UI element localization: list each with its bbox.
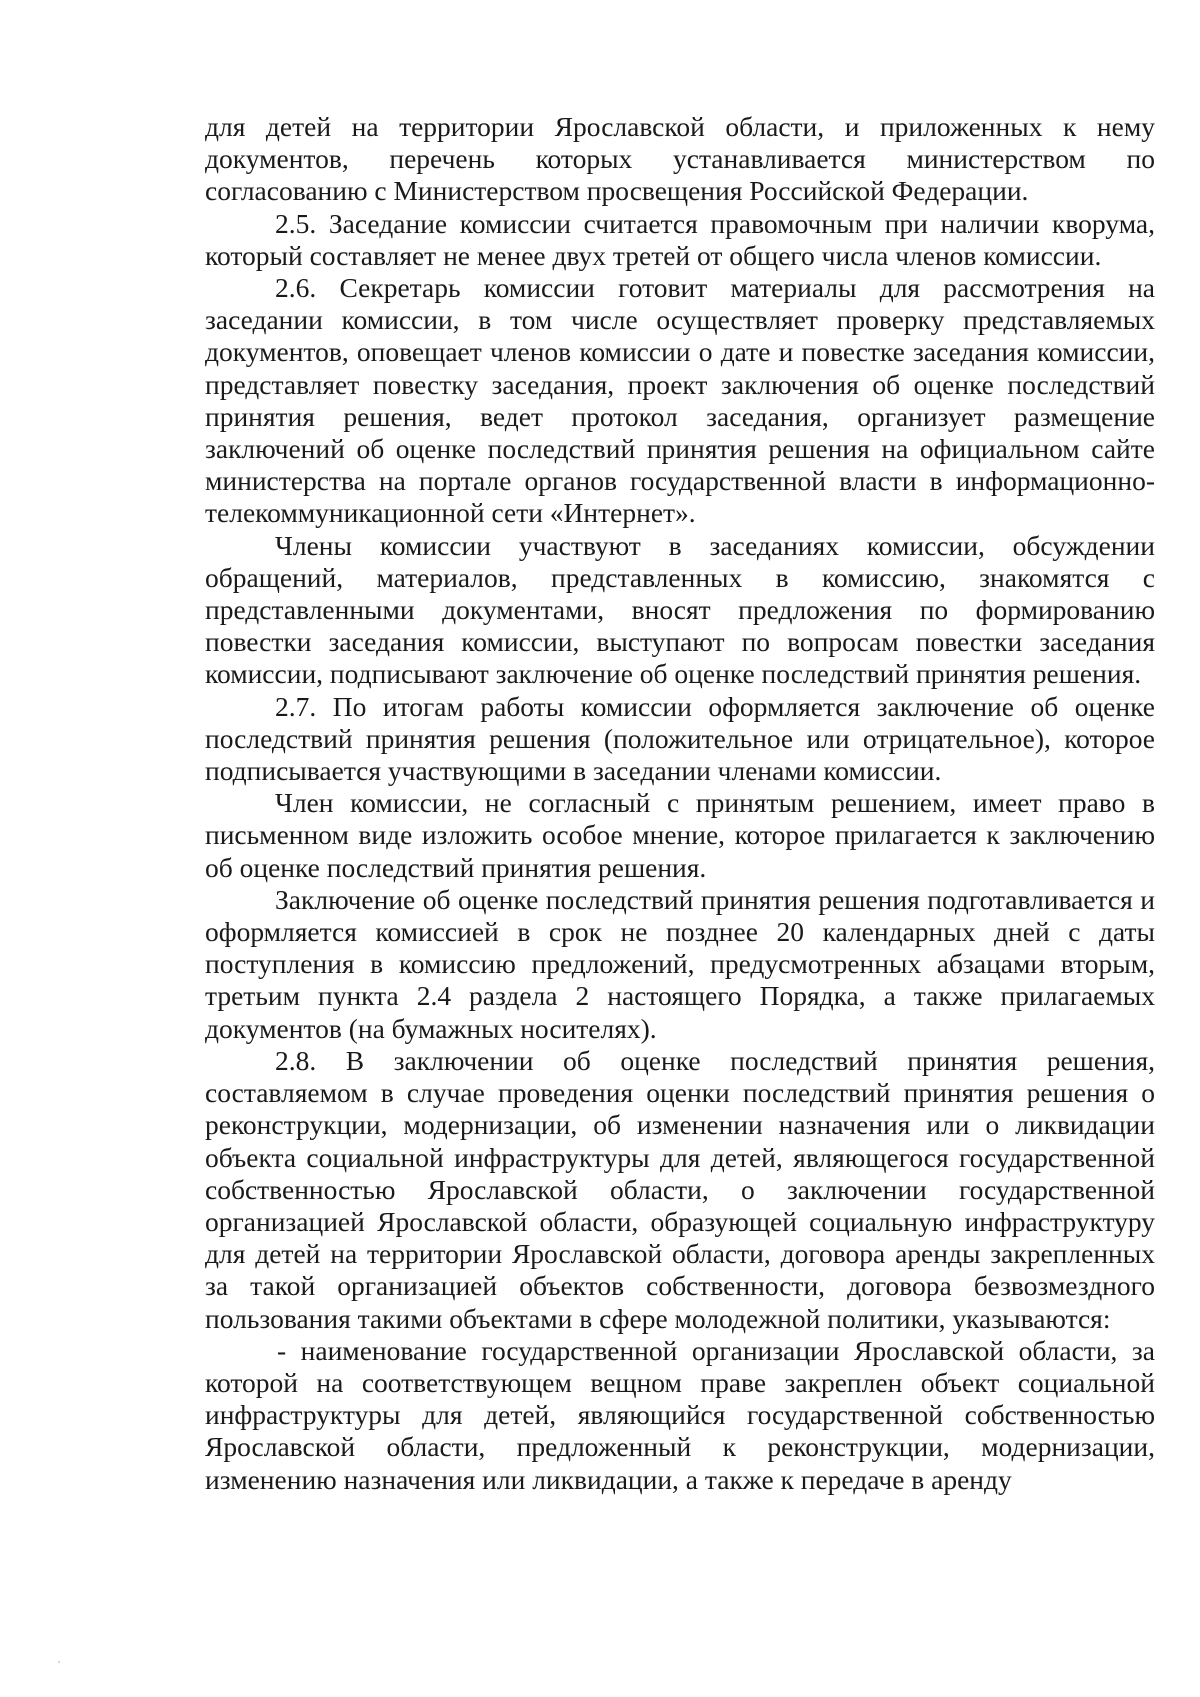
paragraph-2-8-contents: 2.8. В заключении об оценке последствий принятия решения, составляемом в случае проведения оценки последствий принятия решения о реконструкции, модернизации, об изменении назначения или о ликвидации объекта социальной инфраструктуры для детей, являющегося государственной собственностью Ярославской области, о заключении государственной организацией Ярославской области, образующей социальную инфраструктуру для детей на территории Ярославской области, договора аренды закрепленных за такой организацией объектов собственности, договора безвозмездного пользования такими объектами в сфере молодежной политики, указываются:	[205, 1044, 1155, 1334]
list-item-organization-name: - наименование государственной организации Ярославской области, за которой на соответствующем вещном праве закреплен объект социальной инфраструктуры для детей, являющийся государственной собственностью Ярославской области, предложенный к реконструкции, модернизации, изменению назначения или ликвидации, а также к передаче в аренду	[205, 1334, 1155, 1495]
paragraph-continuation: для детей на территории Ярославской области, и приложенных к нему документов, перечень которых устанавливается министерством по согласованию с Министерством просвещения Российской Федерации.	[205, 111, 1155, 207]
scan-speck	[58, 1661, 60, 1663]
paragraph-2-5-quorum: 2.5. Заседание комиссии считается правомочным при наличии кворума, который составляет не менее двух третей от общего числа членов комиссии.	[205, 207, 1155, 271]
paragraph-conclusion-deadline: Заключение об оценке последствий принятия решения подготавливается и оформляется комиссией в срок не позднее 20 календарных дней с даты поступления в комиссию предложений, предусмотренных абзацами вторым, третьим пункта 2.4 раздела 2 настоящего Порядка, а также прилагаемых документов (на бумажных носителях).	[205, 883, 1155, 1044]
paragraph-members-duties: Члены комиссии участвуют в заседаниях комиссии, обсуждении обращений, материалов, представленных в комиссию, знакомятся с представленными документами, вносят предложения по формированию повестки заседания комиссии, выступают по вопросам повестки заседания комиссии, подписывают заключение об оценке последствий принятия решения.	[205, 529, 1155, 690]
paragraph-dissenting-opinion: Член комиссии, не согласный с принятым решением, имеет право в письменном виде изложить особое мнение, которое прилагается к заключению об оценке последствий принятия решения.	[205, 787, 1155, 883]
paragraph-2-7-conclusion: 2.7. По итогам работы комиссии оформляется заключение об оценке последствий принятия решения (положительное или отрицательное), которое подписывается участвующими в заседании членами комиссии.	[205, 690, 1155, 787]
paragraph-2-6-secretary: 2.6. Секретарь комиссии готовит материалы для рассмотрения на заседании комиссии, в том числе осуществляет проверку представляемых документов, оповещает членов комиссии о дате и повестке заседания комиссии, представляет повестку заседания, проект заключения об оценке последствий принятия решения, ведет протокол заседания, организует размещение заключений об оценке последствий принятия решения на официальном сайте министерства на портале органов государственной власти в информационно-телекоммуникационной сети «Интернет».	[205, 272, 1155, 529]
document-body	[205, 111, 1155, 1496]
